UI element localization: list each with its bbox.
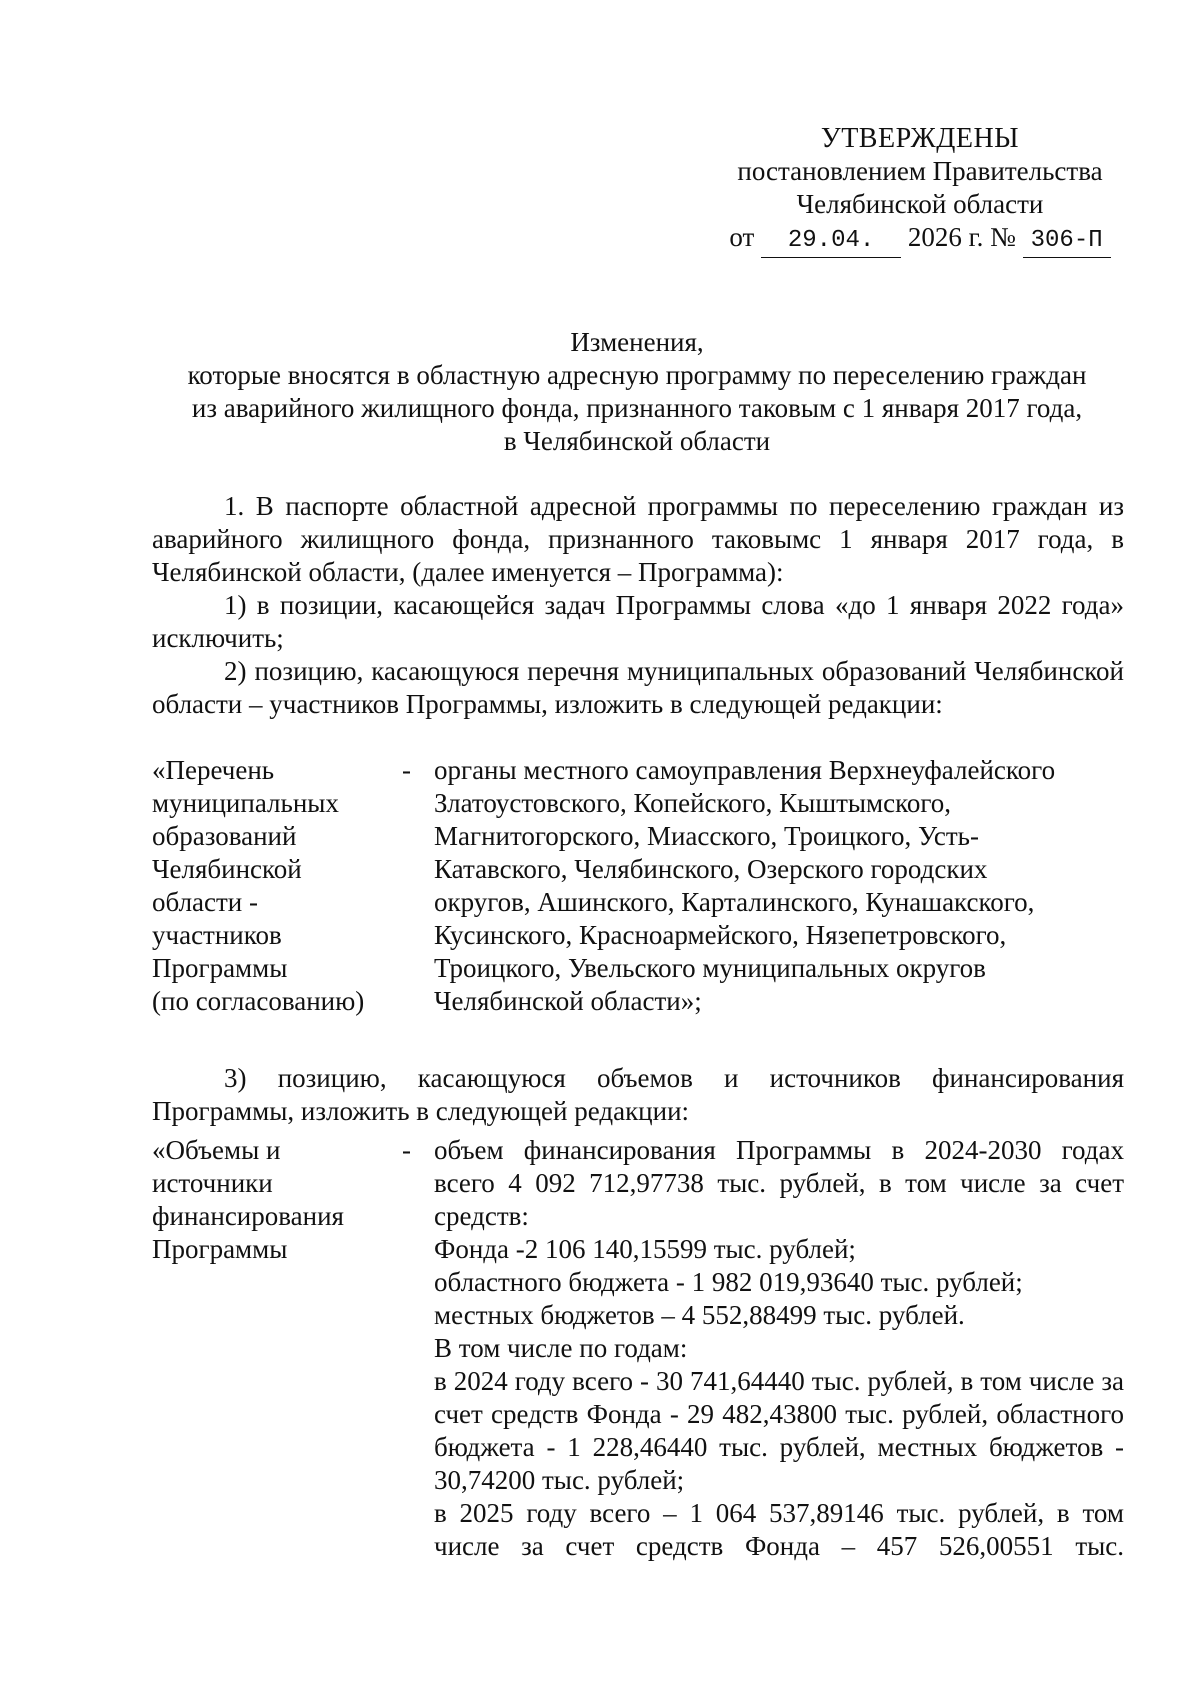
participants-label-line: «Перечень <box>152 755 275 785</box>
financing-label-line: финансирования <box>152 1201 344 1231</box>
participants-label-line: Программы <box>152 953 288 983</box>
participants-value-line: Челябинской области»; <box>434 986 702 1016</box>
financing-label-line: Программы <box>152 1234 288 1264</box>
participants-value-line: Катавского, Челябинского, Озерского городских <box>434 854 988 884</box>
participants-value-line: Магнитогорского, Миасского, Троицкого, Усть- <box>434 821 979 851</box>
approval-stamp <box>720 122 1120 258</box>
resolution-date: 29.04. <box>761 224 901 258</box>
financing-year-2024: в 2024 году всего - 30 741,64440 тыс. рублей, в том числе за счет средств Фонда - 29 482,43800 тыс. рублей, областного бюджета - 1 228,46440 тыс. рублей, местных бюджетов - 30,74200 тыс. рублей; <box>434 1366 1124 1495</box>
participants-label-line: образований <box>152 821 297 851</box>
participants-label <box>152 754 402 1018</box>
body-section-2 <box>152 1062 1124 1128</box>
financing-total: объем финансирования Программы в 2024-2030 годах всего 4 092 712,97738 тыс. рублей, в том числе за счет средств: <box>434 1135 1124 1231</box>
heading-line-1: Изменения, <box>570 327 704 357</box>
financing-fund: Фонда -2 106 140,15599 тыс. рублей; <box>434 1234 856 1264</box>
participants-value-line: Кусинского, Красноармейского, Нязепетровского, <box>434 920 1007 950</box>
paragraph-2: 1) в позиции, касающейся задач Программы слова «до 1 января 2022 года» исключить; <box>152 590 1124 653</box>
approved-title: УТВЕРЖДЕНЫ <box>820 123 1020 154</box>
participants-table <box>152 754 1124 1018</box>
financing-year-2025: в 2025 году всего – 1 064 537,89146 тыс. рублей, в том числе за счет средств Фонда – 457 526,00551 тыс. <box>434 1498 1124 1561</box>
participants-label-line: (по согласованию) <box>152 986 365 1016</box>
heading-line-3: из аварийного жилищного фонда, признанного таковым с 1 января 2017 года, <box>191 393 1083 423</box>
year-number-label: 2026 г. № <box>907 222 1016 252</box>
paragraph-1: 1. В паспорте областной адресной программы по переселению граждан из аварийного жилищного фонда, признанного таковымс 1 января 2017 года, в Челябинской области, (далее именуется – Программа): <box>152 491 1124 587</box>
participants-value-line: округов, Ашинского, Карталинского, Кунашакского, <box>434 887 1035 917</box>
financing-local: местных бюджетов – 4 552,88499 тыс. рублей. <box>434 1300 965 1330</box>
participants-dash: - <box>402 755 411 785</box>
approval-date-line <box>720 221 1120 258</box>
financing-label-line: «Объемы и <box>152 1135 281 1165</box>
financing-table <box>152 1134 1124 1563</box>
participants-value <box>420 754 1124 1018</box>
participants-value-line: Златоустовского, Копейского, Кыштымского, <box>434 788 952 818</box>
document-heading <box>152 326 1122 458</box>
body-section-1 <box>152 490 1124 721</box>
paragraph-3: 2) позицию, касающуюся перечня муниципальных образований Челябинской области – участников Программы, изложить в следующей редакции: <box>152 656 1124 719</box>
approval-line-2: Челябинской области <box>796 189 1044 219</box>
participants-label-line: участников <box>152 920 282 950</box>
participants-label-line: муниципальных <box>152 788 339 818</box>
heading-line-2: которые вносятся в областную адресную программу по переселению граждан <box>187 360 1087 390</box>
heading-line-4: в Челябинской области <box>503 426 771 456</box>
resolution-number: 306-П <box>1023 224 1111 258</box>
financing-label <box>152 1134 402 1563</box>
participants-value-line: органы местного самоуправления Верхнеуфалейского <box>434 755 1056 785</box>
financing-by-years: В том числе по годам: <box>434 1333 688 1363</box>
participants-value-line: Троицкого, Увельского муниципальных округов <box>434 953 986 983</box>
financing-value <box>420 1134 1124 1563</box>
participants-label-line: области - <box>152 887 258 917</box>
approval-line-1: постановлением Правительства <box>737 156 1103 186</box>
financing-label-line: источники <box>152 1168 273 1198</box>
participants-label-line: Челябинской <box>152 854 302 884</box>
financing-dash: - <box>402 1135 411 1165</box>
financing-regional: областного бюджета - 1 982 019,93640 тыс. рублей; <box>434 1267 1023 1297</box>
paragraph-4: 3) позицию, касающуюся объемов и источников финансирования Программы, изложить в следующей редакции: <box>152 1063 1124 1126</box>
date-prefix: от <box>729 222 755 252</box>
